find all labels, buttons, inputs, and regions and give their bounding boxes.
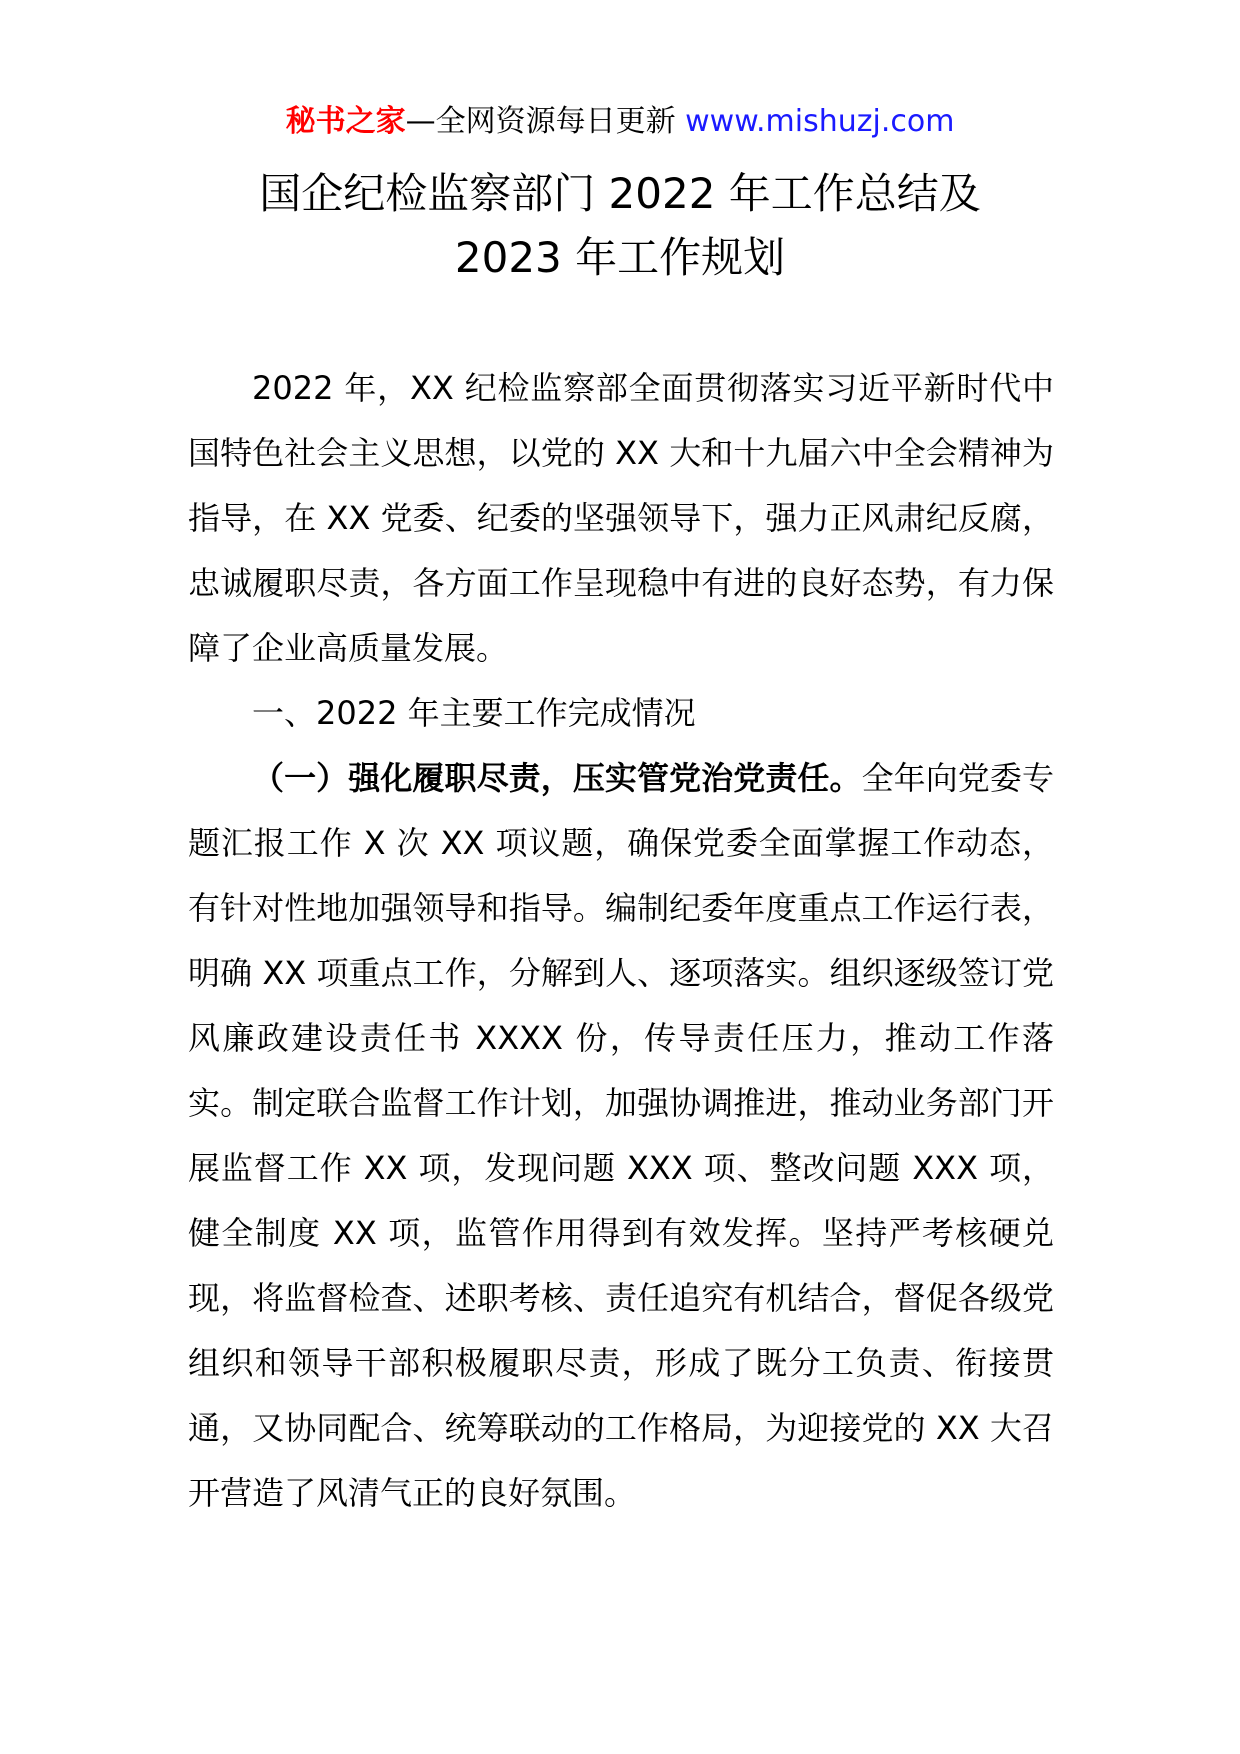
intro-paragraph: 2022 年，XX 纪检监察部全面贯彻落实习近平新时代中国特色社会主义思想，以党的 XX 大和十九届六中全会精神为指导，在 XX 党委、纪委的坚强领导下，强力正风肃纪反腐，忠诚履职尽责，各方面工作呈现稳中有进的良好态势，有力保障了企业高质量发展。 (188, 369, 1054, 667)
section-heading: 一、2022 年主要工作完成情况 (252, 694, 696, 732)
subsection-paragraph (188, 746, 1054, 1526)
site-header (0, 100, 1240, 144)
title-line-2: 2023 年工作规划 (454, 233, 786, 282)
header-tagline: —全网资源每日更新 (405, 104, 676, 139)
subsection-heading: （一）强化履职尽责，压实管党治党责任。 (252, 759, 862, 797)
site-url-link[interactable]: www.mishuzj.com (685, 104, 955, 139)
subsection-text: 全年向党委专题汇报工作 X 次 XX 项议题，确保党委全面掌握工作动态，有针对性地加强领导和指导。编制纪委年度重点工作运行表，明确 XX 项重点工作，分解到人、逐项落实。组织逐级签订党风廉政建设责任书 XXXX 份，传导责任压力，推动工作落实。制定联合监督工作计划，加强协调推进，推动业务部门开展监督工作 XX 项，发现问题 XXX 项、整改问题 XXX 项，健全制度 XX 项，监管作用得到有效发挥。坚持严考核硬兑现，将监督检查、述职考核、责任追究有机结合，督促各级党组织和领导干部积极履职尽责，形成了既分工负责、衔接贯通，又协同配合、统筹联动的工作格局，为迎接党的 XX 大召开营造了风清气正的良好氛围。 (188, 759, 1054, 1512)
brand-name: 秘书之家 (285, 104, 406, 139)
document-body (188, 356, 1054, 1526)
document-title (0, 162, 1240, 290)
title-line-1: 国企纪检监察部门 2022 年工作总结及 (259, 169, 981, 218)
